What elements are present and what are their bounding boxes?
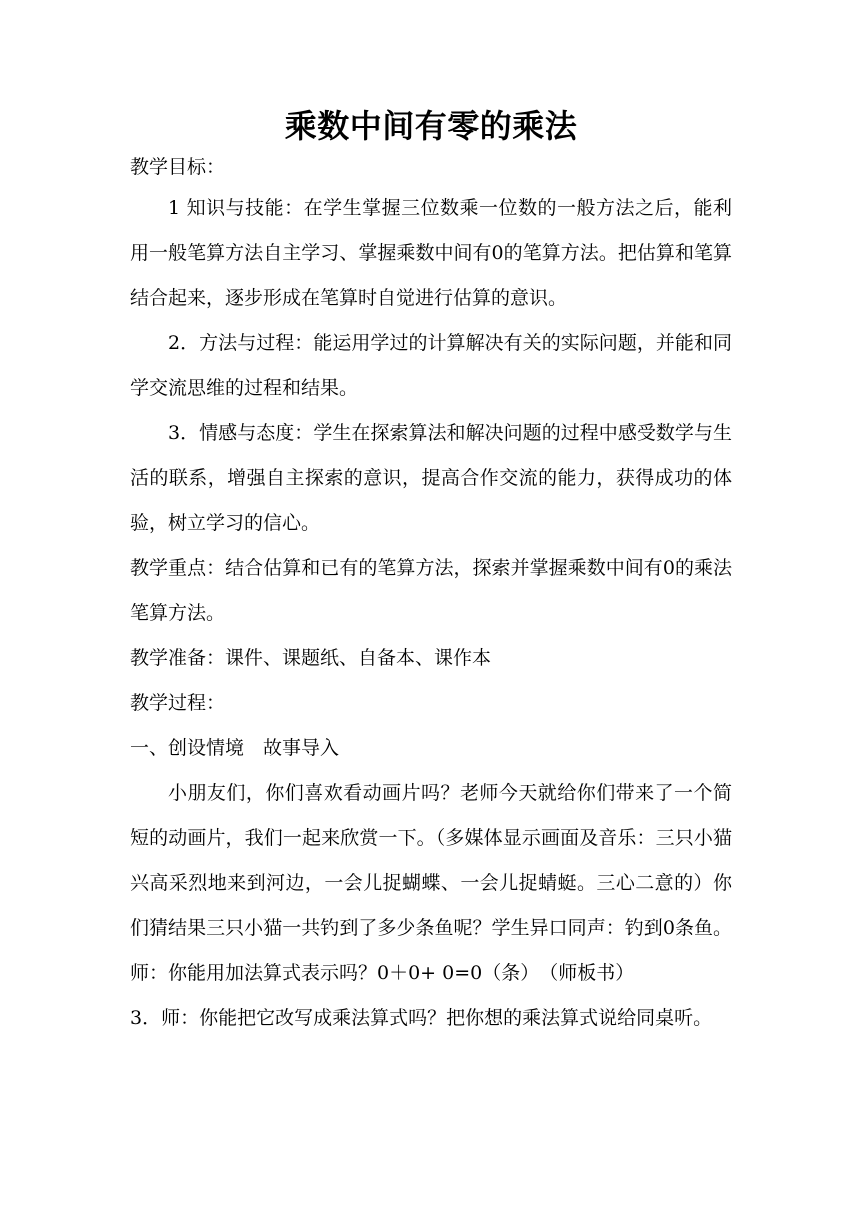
step-3: 3．师：你能把它改写成乘法算式吗？把你想的乘法算式说给同桌听。: [130, 1007, 713, 1029]
objectives-heading: 教学目标：: [130, 156, 226, 178]
objective-3: 3．情感与态度：学生在探索算法和解决问题的过程中感受数学与生活的联系，增强自主探索的意识，提高合作交流的能力，获得成功的体验，树立学习的信心。: [130, 422, 732, 534]
key-point: 教学重点：结合估算和已有的笔算方法，探索并掌握乘数中间有0的乘法笔算方法。: [130, 557, 732, 624]
section-1-body: 小朋友们，你们喜欢看动画片吗？老师今天就给你们带来了一个简短的动画片，我们一起来欣赏一下。（多媒体显示画面及音乐：三只小猫兴高采烈地来到河边，一会儿捉蝴蝶、一会儿捉蜻蜓。三心二意的）你们猜结果三只小猫一共钓到了多少条鱼呢？学生异口同声：钓到0条鱼。师：你能用加法算式表示吗？0＋0+ 0=0（条） （师板书）: [130, 782, 732, 984]
process-heading: 教学过程：: [130, 692, 226, 714]
teaching-preparation: 教学准备：课件、课题纸、自备本、课作本: [130, 647, 492, 669]
objective-2: 2．方法与过程：能运用学过的计算解决有关的实际问题，并能和同学交流思维的过程和结果。: [130, 332, 732, 399]
objective-1: 1 知识与技能：在学生掌握三位数乘一位数的一般方法之后，能利用一般笔算方法自主学习、掌握乘数中间有0的笔算方法。把估算和笔算结合起来，逐步形成在笔算时自觉进行估算的意识。: [130, 197, 732, 309]
section-1-heading: 一、创设情境 故事导入: [130, 737, 340, 759]
document-title: 乘数中间有零的乘法: [284, 107, 578, 145]
document-body: [130, 104, 732, 1041]
